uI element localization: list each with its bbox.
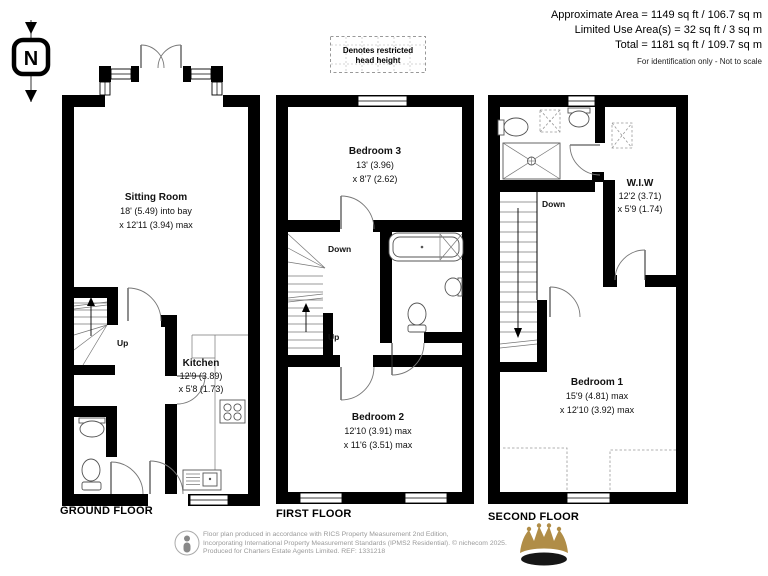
wc-sink-icon [79, 418, 105, 437]
restricted-area-box2 [612, 123, 632, 148]
restricted-eaves-lines [503, 448, 676, 492]
kitchen-dim2: x 5'8 (1.73) [178, 384, 224, 394]
ground-stairs-label: Up [117, 338, 129, 348]
charters-crown-logo [517, 522, 571, 568]
second-stairs [500, 192, 565, 348]
footer-text [203, 531, 507, 557]
bay-french-doors [141, 45, 181, 68]
bedroom3-dim2: x 8'7 (2.62) [352, 174, 398, 184]
ground-walls [62, 66, 260, 506]
bath-icon [389, 233, 463, 261]
restricted-area-box1 [540, 110, 560, 132]
disclaimer: For identification only - Not to scale [637, 57, 762, 66]
ground-floor-plan [55, 18, 267, 520]
first-stairs-up-label: Up [328, 332, 340, 342]
north-arrowhead-bottom [25, 90, 37, 102]
footer-line2: Incorporating International Property Measurement Standards (IPMS2 Residential). © nichecom 2025. [203, 539, 507, 547]
first-floor-label: FIRST FLOOR [276, 508, 352, 520]
bathroom-toilet-icon [408, 303, 426, 332]
bedroom1-name: Bedroom 1 [570, 377, 624, 388]
wiw-dim2: x 5'9 (1.74) [617, 204, 663, 214]
bedroom1-dim2: x 12'10 (3.92) max [559, 405, 635, 415]
ground-floor-label: GROUND FLOOR [60, 505, 153, 517]
bathroom-sink-icon [445, 278, 462, 296]
area-summary [551, 8, 762, 69]
second-floor-label: SECOND FLOOR [488, 511, 580, 523]
wiw-dim1: 12'2 (3.71) [618, 191, 662, 201]
second-doors [550, 145, 645, 317]
hob-icon [220, 400, 245, 423]
kitchen-sink-icon [183, 470, 221, 490]
bedroom2-dim2: x 11'6 (3.51) max [343, 440, 413, 450]
first-stairs-down-label: Down [328, 244, 352, 254]
restricted-height-legend [330, 36, 426, 73]
bedroom2-name: Bedroom 2 [351, 412, 405, 423]
second-stairs-label: Down [542, 199, 566, 209]
first-floor-plan [272, 88, 478, 518]
shower-tray-icon [503, 143, 560, 179]
north-arrowhead-top [25, 22, 37, 34]
second-floor-plan [484, 90, 690, 515]
wc-toilet-icon [82, 459, 101, 490]
legend-line2: head height [355, 56, 401, 65]
bedroom3-name: Bedroom 3 [348, 146, 402, 157]
north-compass [8, 12, 56, 106]
nichecom-person-icon [173, 529, 201, 557]
footer-line1: Floor plan produced in accordance with RICS Property Measurement 2nd Edition, [203, 531, 449, 538]
footer-line3: Produced for Charters Estate Agents Limited. REF: 1331218 [203, 548, 386, 556]
sitting-room-name: Sitting Room [124, 192, 188, 203]
toilet-icon [498, 118, 528, 136]
kitchen-dim1: 12'9 (3.89) [179, 371, 223, 381]
limited-use-area: Limited Use Area(s) = 32 sq ft / 3 sq m [574, 24, 762, 36]
approximate-area: Approximate Area = 1149 sq ft / 106.7 sq m [550, 9, 762, 21]
shower-room-fixtures [498, 108, 632, 179]
second-windows [567, 96, 610, 503]
sitting-room-dim1: 18' (5.49) into bay [120, 206, 192, 216]
ground-stairs [74, 297, 128, 365]
north-label: N [23, 48, 39, 70]
bathroom-fixtures [389, 233, 463, 332]
ground-windows [100, 69, 228, 506]
wiw-name: W.I.W [626, 178, 654, 189]
legend-line1: Denotes restricted [342, 46, 414, 55]
shower-sink-icon [568, 108, 590, 127]
bedroom1-dim1: 15'9 (4.81) max [565, 391, 629, 401]
wc-fixtures [79, 418, 105, 490]
total-area: Total = 1181 sq ft / 109.7 sq m [615, 39, 762, 51]
bedroom2-dim1: 12'10 (3.91) max [344, 426, 412, 436]
sitting-room-dim2: x 12'11 (3.94) max [119, 220, 193, 230]
first-stairs [288, 234, 351, 348]
kitchen-name: Kitchen [182, 358, 220, 369]
bedroom3-dim1: 13' (3.96) [356, 160, 394, 170]
